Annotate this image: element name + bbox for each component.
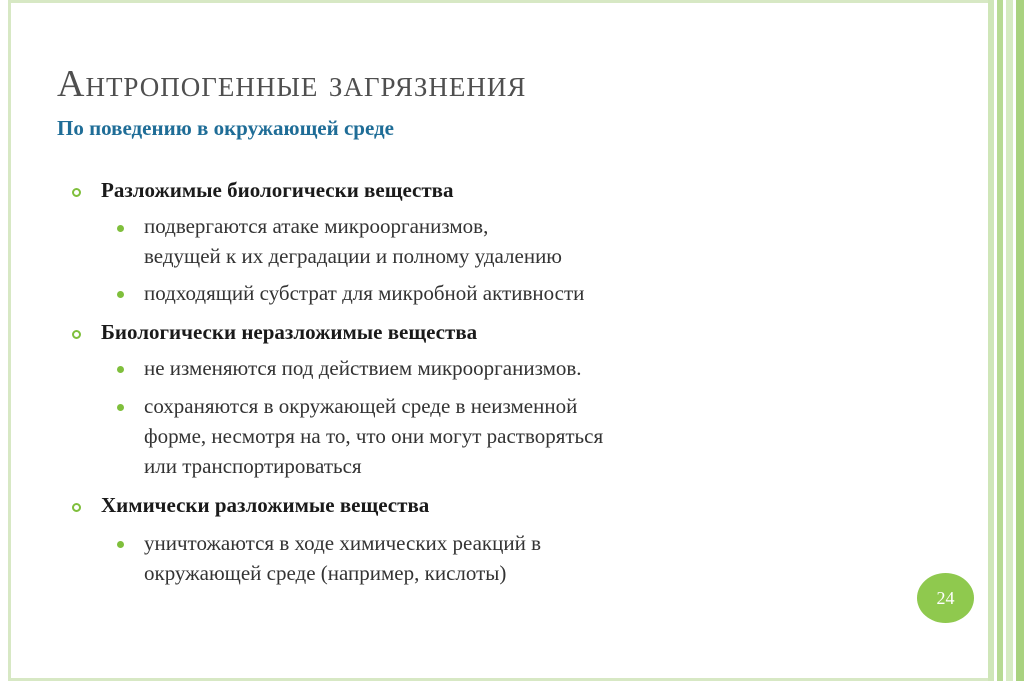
- list-item-line: подвергаются атаке микроорганизмов,: [144, 214, 489, 238]
- section-heading: Биологически неразложимые вещества: [101, 320, 478, 344]
- decorative-stripes: [988, 0, 1024, 681]
- stripe: [988, 0, 994, 681]
- slide-subtitle: По поведению в окружающей среде: [57, 116, 394, 140]
- section-heading: Химически разложимые вещества: [101, 493, 430, 517]
- stripe: [1016, 0, 1024, 681]
- list-item-line: форме, несмотря на то, что они могут растворяться: [144, 424, 604, 448]
- circle-bullet-icon: [72, 503, 81, 512]
- list-item-line: ведущей к их деградации и полному удалению: [144, 244, 562, 268]
- dot-bullet-icon: [117, 541, 124, 548]
- list-item: [144, 391, 603, 481]
- list-item-line: подходящий субстрат для микробной активности: [144, 281, 585, 305]
- slide-title: Антропогенные загрязнения: [57, 63, 527, 105]
- stripe: [1006, 0, 1013, 681]
- list-item: [144, 211, 562, 271]
- list-item: [144, 528, 541, 588]
- page-number-badge: 24: [917, 573, 974, 623]
- dot-bullet-icon: [117, 291, 124, 298]
- dot-bullet-icon: [117, 225, 124, 232]
- list-item-line: сохраняются в окружающей среде в неизменной: [144, 394, 578, 418]
- dot-bullet-icon: [117, 404, 124, 411]
- dot-bullet-icon: [117, 366, 124, 373]
- circle-bullet-icon: [72, 330, 81, 339]
- circle-bullet-icon: [72, 188, 81, 197]
- list-item-line: не изменяются под действием микроорганизмов.: [144, 356, 582, 380]
- list-item: [144, 278, 584, 308]
- list-item-line: окружающей среде (например, кислоты): [144, 561, 507, 585]
- list-item: [144, 353, 582, 383]
- section-heading: Разложимые биологически вещества: [101, 178, 454, 202]
- list-item-line: уничтожаются в ходе химических реакций в: [144, 531, 542, 555]
- stripe: [997, 0, 1003, 681]
- list-item-line: или транспортироваться: [144, 454, 362, 478]
